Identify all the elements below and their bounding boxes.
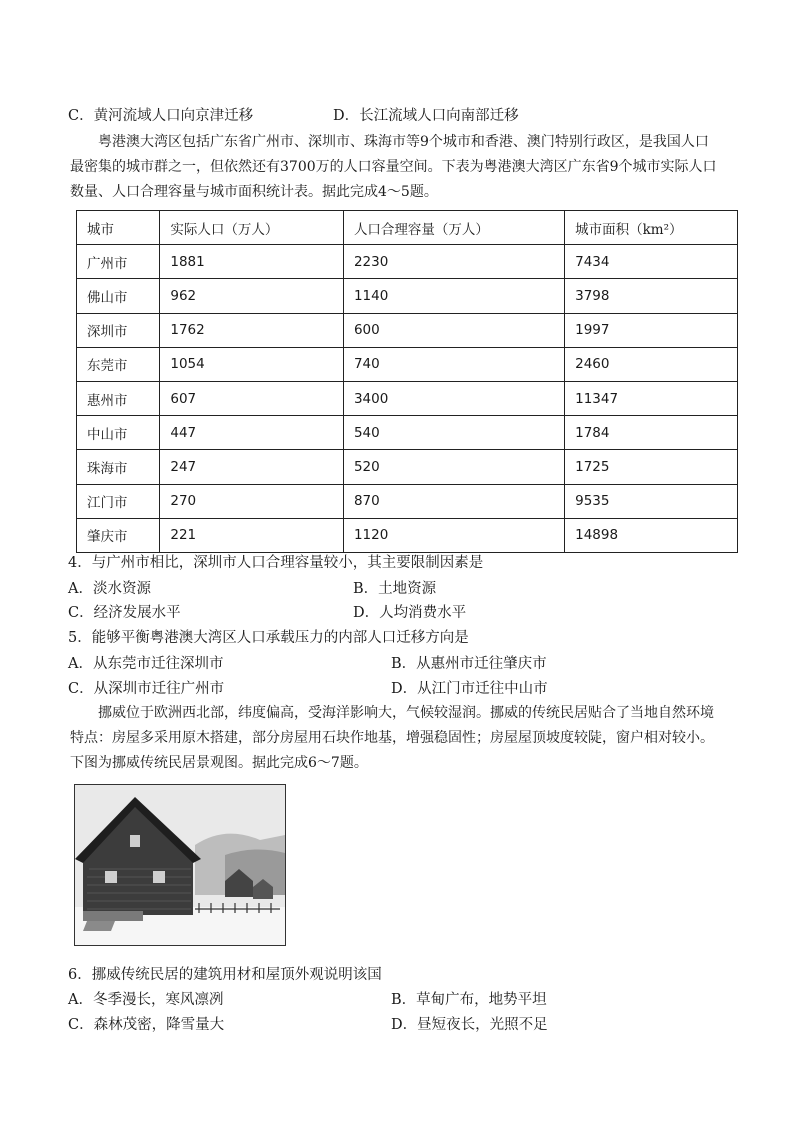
intro-45-line2: 最密集的城市群之一，但依然还有3700万的人口容量空间。下表为粤港澳大湾区广东省9个城市实际人口	[70, 159, 717, 175]
cell-area: 7434	[565, 245, 738, 279]
q4-option-b: B．土地资源	[353, 581, 437, 597]
cell-area: 9535	[565, 484, 738, 518]
cell-capacity: 2230	[343, 245, 564, 279]
table-row	[77, 279, 738, 313]
prev-option-c: C．黄河流域人口向京津迁移	[68, 108, 254, 124]
table-row	[77, 347, 738, 381]
cell-actual: 221	[160, 518, 344, 552]
cell-actual: 1881	[160, 245, 344, 279]
q4-option-c: C．经济发展水平	[68, 605, 181, 621]
cell-city: 惠州市	[77, 381, 160, 415]
table-row	[77, 518, 738, 552]
cell-area: 2460	[565, 347, 738, 381]
table-row	[77, 245, 738, 279]
cell-capacity: 1120	[343, 518, 564, 552]
cell-capacity: 540	[343, 416, 564, 450]
table-row	[77, 484, 738, 518]
q6-option-c: C．森林茂密，降雪量大	[68, 1017, 225, 1033]
cell-city: 江门市	[77, 484, 160, 518]
q5-option-c: C．从深圳市迁往广州市	[68, 681, 225, 697]
question-6-stem: 6．挪威传统民居的建筑用材和屋顶外观说明该国	[68, 967, 382, 983]
q6-option-a: A．冬季漫长，寒风凛冽	[68, 992, 224, 1008]
city-population-table	[76, 210, 738, 553]
table-row	[77, 313, 738, 347]
house-illustration	[75, 785, 285, 945]
cell-area: 14898	[565, 518, 738, 552]
intro-67-line1: 挪威位于欧洲西北部，纬度偏高，受海洋影响大，气候较湿润。挪威的传统民居贴合了当地自然环境	[98, 705, 714, 721]
q4-option-d: D．人均消费水平	[353, 605, 467, 621]
norwegian-house-photo	[74, 784, 286, 946]
cell-capacity: 3400	[343, 381, 564, 415]
cell-area: 11347	[565, 381, 738, 415]
cell-actual: 1762	[160, 313, 344, 347]
header-city: 城市	[77, 211, 160, 245]
intro-questions-6-7	[70, 701, 746, 776]
cell-capacity: 870	[343, 484, 564, 518]
cell-actual: 607	[160, 381, 344, 415]
q5-option-b: B．从惠州市迁往肇庆市	[391, 656, 547, 672]
cell-capacity: 600	[343, 313, 564, 347]
q6-option-d: D．昼短夜长，光照不足	[391, 1017, 548, 1033]
intro-questions-4-5	[70, 130, 746, 205]
question-5-stem: 5．能够平衡粤港澳大湾区人口承载压力的内部人口迁移方向是	[68, 630, 469, 646]
cell-area: 1725	[565, 450, 738, 484]
cell-city: 中山市	[77, 416, 160, 450]
cell-capacity: 520	[343, 450, 564, 484]
q5-option-d: D．从江门市迁往中山市	[391, 681, 548, 697]
table-row	[77, 450, 738, 484]
cell-city: 深圳市	[77, 313, 160, 347]
table-row	[77, 381, 738, 415]
question-4-stem: 4．与广州市相比，深圳市人口合理容量较小，其主要限制因素是	[68, 555, 484, 571]
cell-capacity: 740	[343, 347, 564, 381]
intro-45-line1: 粤港澳大湾区包括广东省广州市、深圳市、珠海市等9个城市和香港、澳门特别行政区，是我国人口	[98, 134, 709, 150]
cell-actual: 1054	[160, 347, 344, 381]
header-city-area: 城市面积（km²）	[565, 211, 738, 245]
cell-actual: 962	[160, 279, 344, 313]
table-header-row	[77, 211, 738, 245]
cell-actual: 270	[160, 484, 344, 518]
cell-city: 佛山市	[77, 279, 160, 313]
cell-actual: 447	[160, 416, 344, 450]
cell-area: 1997	[565, 313, 738, 347]
prev-option-d: D．长江流域人口向南部迁移	[333, 108, 519, 124]
intro-67-line3: 下图为挪威传统民居景观图。据此完成6～7题。	[70, 755, 368, 771]
header-reasonable-capacity: 人口合理容量（万人）	[343, 211, 564, 245]
cell-city: 东莞市	[77, 347, 160, 381]
cell-capacity: 1140	[343, 279, 564, 313]
q6-option-b: B．草甸广布，地势平坦	[391, 992, 547, 1008]
cell-actual: 247	[160, 450, 344, 484]
intro-67-line2: 特点：房屋多采用原木搭建，部分房屋用石块作地基，增强稳固性；房屋屋顶坡度较陡，窗户相对较小。	[70, 730, 714, 746]
cell-area: 3798	[565, 279, 738, 313]
q5-option-a: A．从东莞市迁往深圳市	[68, 656, 224, 672]
cell-area: 1784	[565, 416, 738, 450]
cell-city: 广州市	[77, 245, 160, 279]
q4-option-a: A．淡水资源	[68, 581, 151, 597]
header-actual-population: 实际人口（万人）	[160, 211, 344, 245]
table-row	[77, 416, 738, 450]
cell-city: 珠海市	[77, 450, 160, 484]
cell-city: 肇庆市	[77, 518, 160, 552]
intro-45-line3: 数量、人口合理容量与城市面积统计表。据此完成4～5题。	[70, 184, 438, 200]
